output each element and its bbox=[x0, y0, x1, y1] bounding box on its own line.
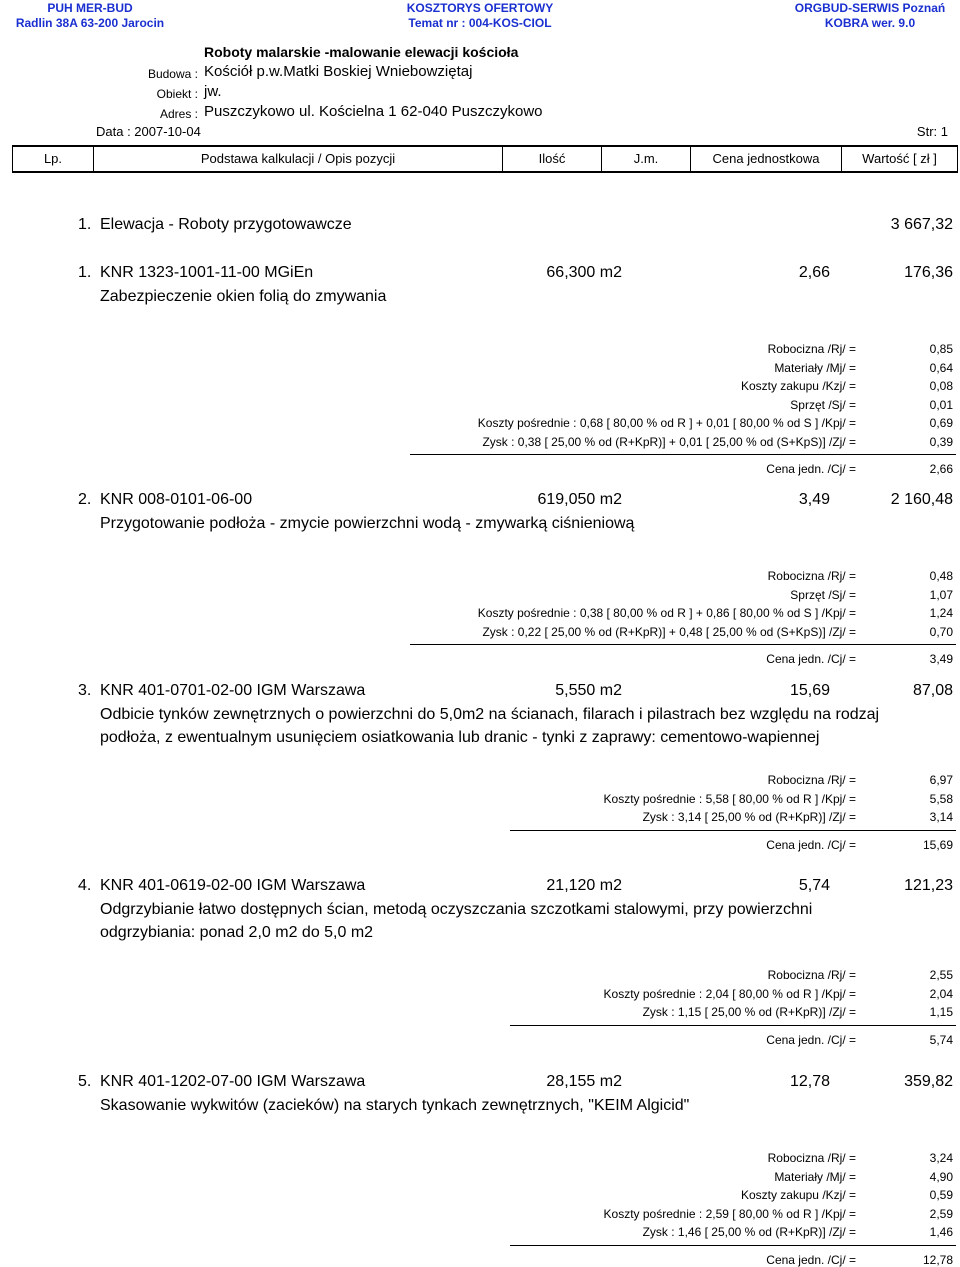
col-lp: Lp. bbox=[43, 151, 63, 166]
calc-value: 6,97 bbox=[929, 773, 953, 787]
col-jm: J.m. bbox=[633, 151, 659, 166]
calc-label: Koszty zakupu /Kzj/ = bbox=[740, 1188, 856, 1202]
calc-label: Zysk : 0,38 [ 25,00 % od (R+KpR)] + 0,01 [ 25,00 % od (S+KpS)] /Zj/ = bbox=[482, 434, 856, 449]
company-name: PUH MER-BUD bbox=[47, 1, 133, 15]
position-total: 121,23 bbox=[904, 877, 953, 894]
calc-label: Zysk : 1,46 [ 25,00 % od (R+KpR)] /Zj/ = bbox=[642, 1225, 856, 1239]
unit-price-value: 12,78 bbox=[922, 1252, 953, 1267]
position-description: podłoża, z ewentualnym usunięciem osiatkowania lub dranic - tynki z zaprawy: cementowo-wapiennej bbox=[100, 729, 820, 746]
col-ilosc: Ilość bbox=[538, 151, 566, 166]
calc-value: 1,15 bbox=[929, 1005, 953, 1019]
calc-value: 0,08 bbox=[929, 379, 953, 393]
position-quantity: 28,155 m2 bbox=[546, 1073, 622, 1090]
calc-underline bbox=[510, 830, 956, 831]
position-description: Odgrzybianie łatwo dostępnych ścian, metodą oczyszczania szczotkami stalowymi, przy powierzchni bbox=[100, 901, 813, 918]
position-unit-price: 5,74 bbox=[798, 877, 830, 894]
obiekt-value: jw. bbox=[204, 83, 222, 100]
software-vendor: ORGBUD-SERWIS Poznań bbox=[794, 1, 946, 15]
calc-underline bbox=[510, 1025, 956, 1026]
unit-price-label: Cena jedn. /Cj/ = bbox=[766, 1252, 856, 1267]
calc-label: Materiały /Mj/ = bbox=[774, 360, 856, 375]
calc-value: 1,46 bbox=[929, 1225, 953, 1239]
calc-label: Sprzęt /Sj/ = bbox=[790, 587, 856, 602]
section-number: 1. bbox=[78, 216, 92, 233]
calc-value: 0,59 bbox=[929, 1188, 953, 1202]
position-knr: KNR 401-0619-02-00 IGM Warszawa bbox=[100, 877, 366, 894]
calc-underline bbox=[410, 644, 956, 645]
obiekt-label: Obiekt : bbox=[156, 87, 198, 101]
position-unit-price: 3,49 bbox=[798, 491, 830, 508]
position-quantity: 619,050 m2 bbox=[537, 491, 622, 508]
position-quantity: 21,120 m2 bbox=[546, 877, 622, 894]
calc-label: Zysk : 1,15 [ 25,00 % od (R+KpR)] /Zj/ = bbox=[642, 1005, 856, 1019]
budowa-value: Kościół p.w.Matki Boskiej Wniebowziętaj bbox=[204, 63, 473, 80]
position-unit-price: 2,66 bbox=[798, 264, 830, 281]
unit-price-value: 3,49 bbox=[929, 652, 953, 666]
calc-value: 0,70 bbox=[929, 624, 953, 639]
estimate-title: Roboty malarskie -malowanie elewacji kościoła bbox=[204, 44, 519, 60]
adres-label: Adres : bbox=[159, 107, 198, 121]
adres-value: Puszczykowo ul. Kościelna 1 62-040 Puszczykowo bbox=[204, 103, 543, 120]
position-number: 3. bbox=[78, 682, 92, 699]
unit-price-value: 5,74 bbox=[929, 1032, 953, 1047]
position-number: 2. bbox=[78, 491, 92, 508]
unit-price-label: Cena jedn. /Cj/ = bbox=[766, 837, 856, 852]
calc-value: 0,69 bbox=[929, 416, 953, 430]
company-header bbox=[0, 1, 180, 31]
position-total: 2 160,48 bbox=[890, 491, 953, 508]
calc-label: Materiały /Mj/ = bbox=[774, 1169, 856, 1184]
unit-price-value: 15,69 bbox=[922, 837, 953, 852]
position-description: Zabezpieczenie okien folią do zmywania bbox=[100, 288, 387, 305]
calc-label: Koszty pośrednie : 0,38 [ 80,00 % od R ] + 0,86 [ 80,00 % od S ] /Kpj/ = bbox=[477, 606, 856, 620]
calc-underline bbox=[410, 454, 956, 455]
calc-label: Robocizna /Rj/ = bbox=[767, 569, 856, 583]
position-description: Skasowanie wykwitów (zacieków) na starych tynkach zewnętrznych, "KEIM Algicid" bbox=[100, 1097, 690, 1114]
calc-value: 1,24 bbox=[929, 606, 953, 620]
unit-price-label: Cena jedn. /Cj/ = bbox=[766, 462, 856, 476]
calc-value: 0,01 bbox=[929, 397, 953, 412]
company-address: Radlin 38A 63-200 Jarocin bbox=[15, 16, 165, 30]
calc-label: Robocizna /Rj/ = bbox=[767, 968, 856, 982]
calc-value: 0,85 bbox=[929, 342, 953, 356]
calc-value: 1,07 bbox=[929, 587, 953, 602]
position-unit-price: 15,69 bbox=[789, 682, 830, 699]
calc-label: Koszty zakupu /Kzj/ = bbox=[740, 379, 856, 393]
calc-value: 3,14 bbox=[929, 810, 953, 824]
col-cena: Cena jednostkowa bbox=[712, 151, 820, 166]
calc-value: 0,39 bbox=[929, 434, 953, 449]
calc-label: Koszty pośrednie : 2,04 [ 80,00 % od R ] /Kpj/ = bbox=[603, 986, 856, 1001]
position-quantity: 5,550 m2 bbox=[555, 682, 622, 699]
unit-price-label: Cena jedn. /Cj/ = bbox=[766, 652, 856, 666]
position-knr: KNR 401-0701-02-00 IGM Warszawa bbox=[100, 682, 366, 699]
calc-label: Zysk : 3,14 [ 25,00 % od (R+KpR)] /Zj/ = bbox=[642, 810, 856, 824]
calc-label: Koszty pośrednie : 5,58 [ 80,00 % od R ] /Kpj/ = bbox=[603, 791, 856, 806]
software-version: KOBRA wer. 9.0 bbox=[824, 16, 916, 30]
position-description: Odbicie tynków zewnętrznych o powierzchni do 5,0m2 na ścianach, filarach i pilastrach bez względu na rodzaj bbox=[100, 706, 880, 723]
calc-value: 4,90 bbox=[929, 1169, 953, 1184]
column-header bbox=[12, 145, 958, 173]
calc-label: Zysk : 0,22 [ 25,00 % od (R+KpR)] + 0,48 [ 25,00 % od (S+KpS)] /Zj/ = bbox=[482, 624, 856, 639]
budowa-label: Budowa : bbox=[147, 67, 198, 81]
section-title: Elewacja - Roboty przygotowawcze bbox=[100, 216, 352, 233]
position-description: odgrzybiania: ponad 2,0 m2 do 5,0 m2 bbox=[100, 924, 374, 941]
section-value: 3 667,32 bbox=[890, 216, 953, 233]
document-header bbox=[380, 1, 580, 31]
calc-label: Sprzęt /Sj/ = bbox=[790, 397, 856, 412]
position-number: 5. bbox=[78, 1073, 92, 1090]
position-unit-price: 12,78 bbox=[789, 1073, 830, 1090]
position-number: 4. bbox=[78, 877, 92, 894]
calc-label: Robocizna /Rj/ = bbox=[767, 1151, 856, 1165]
unit-price-value: 2,66 bbox=[929, 462, 953, 476]
col-podstawa: Podstawa kalkulacji / Opis pozycji bbox=[200, 151, 396, 166]
calc-value: 3,24 bbox=[929, 1151, 953, 1165]
calc-label: Koszty pośrednie : 0,68 [ 80,00 % od R ] + 0,01 [ 80,00 % od S ] /Kpj/ = bbox=[477, 416, 856, 430]
position-description: Przygotowanie podłoża - zmycie powierzchni wodą - zmywarką ciśnieniową bbox=[100, 515, 635, 532]
calc-label: Koszty pośrednie : 2,59 [ 80,00 % od R ] /Kpj/ = bbox=[603, 1206, 856, 1221]
col-wartosc: Wartość [ zł ] bbox=[862, 151, 937, 166]
calc-value: 0,48 bbox=[929, 569, 953, 583]
position-number: 1. bbox=[78, 264, 92, 281]
calc-value: 2,59 bbox=[929, 1206, 953, 1221]
software-header bbox=[780, 1, 960, 31]
calc-value: 5,58 bbox=[929, 791, 953, 806]
calc-value: 2,55 bbox=[929, 968, 953, 982]
calc-value: 2,04 bbox=[929, 986, 953, 1001]
position-knr: KNR 1323-1001-11-00 MGiEn bbox=[100, 264, 314, 281]
position-knr: KNR 008-0101-06-00 bbox=[100, 491, 253, 508]
calc-value: 0,64 bbox=[929, 360, 953, 375]
calc-label: Robocizna /Rj/ = bbox=[767, 342, 856, 356]
calc-underline bbox=[510, 1245, 956, 1246]
position-quantity: 66,300 m2 bbox=[546, 264, 622, 281]
document-type: KOSZTORYS OFERTOWY bbox=[406, 1, 554, 15]
calc-label: Robocizna /Rj/ = bbox=[767, 773, 856, 787]
page-number: Str: 1 bbox=[916, 124, 948, 139]
unit-price-label: Cena jedn. /Cj/ = bbox=[766, 1032, 856, 1047]
document-topic: Temat nr : 004-KOS-CIOL bbox=[408, 16, 552, 30]
position-knr: KNR 401-1202-07-00 IGM Warszawa bbox=[100, 1073, 366, 1090]
position-total: 176,36 bbox=[904, 264, 953, 281]
date: Data : 2007-10-04 bbox=[96, 124, 201, 139]
position-total: 359,82 bbox=[904, 1073, 953, 1090]
position-total: 87,08 bbox=[912, 682, 953, 699]
